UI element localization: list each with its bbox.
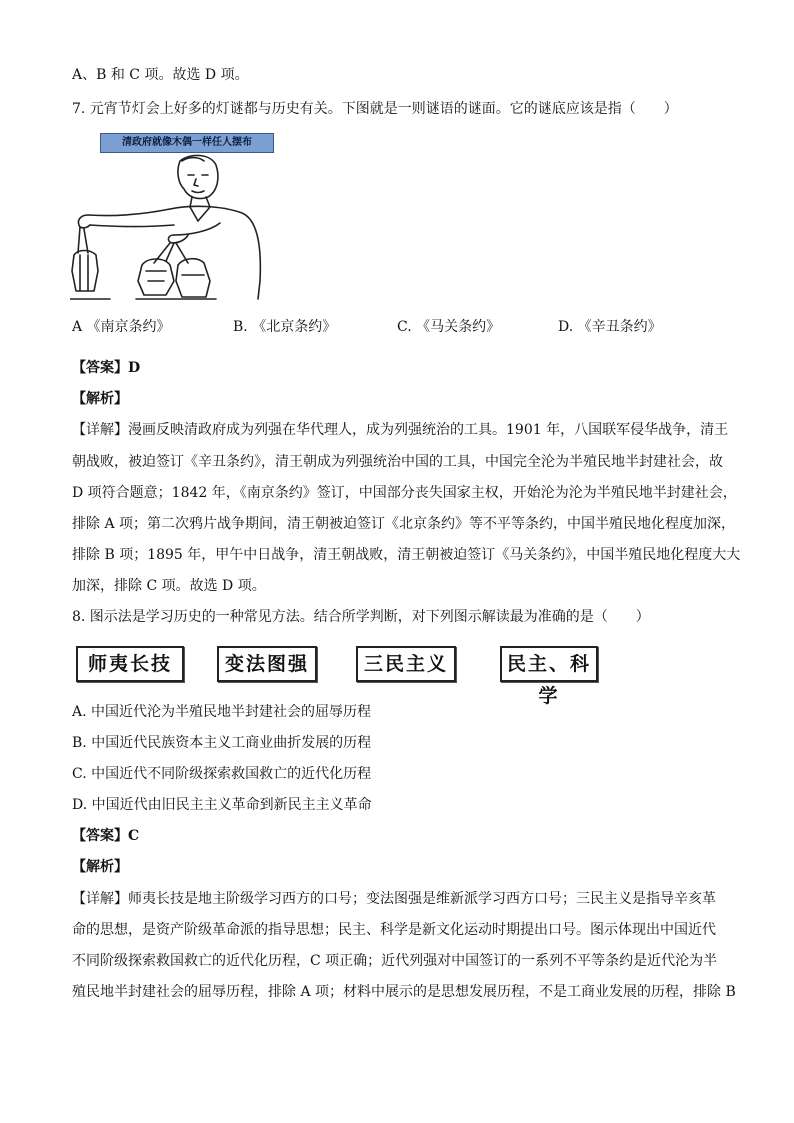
explanation-line: 加深，排除 C 项。故选 D 项。 [72,578,266,594]
diagram-box: 变法图强 [217,646,317,682]
explanation-line: 排除 A 项；第二次鸦片战争期间，清王朝被迫签订《北京条约》等不平等条约，中国半殖民地化程度加深， [72,516,736,532]
answer-label: 【答案】C [72,828,140,844]
explanation-line: D 项符合题意；1842 年，《南京条约》签订，中国部分丧失国家主权，开始沦为沦为半殖民地半封建社会， [72,485,737,501]
option-c: C. 中国近代不同阶级探索救国救亡的近代化历程 [72,766,372,782]
option-a: A. 中国近代沦为半殖民地半封建社会的屈辱历程 [72,704,372,720]
explanation-line: 排除 B 项；1895 年，甲午中日战争，清王朝战败，清王朝被迫签订《马关条约》，中国半殖民地化程度大大 [72,547,741,563]
option-b: B. 中国近代民族资本主义工商业曲折发展的历程 [72,735,372,751]
text-line: A、B 和 C 项。故选 D 项。 [72,67,249,83]
puppeteer-illustration [70,131,275,303]
diagram-box: 三民主义 [356,646,456,682]
option-b: B. 《北京条约》 [233,319,337,335]
explanation-line: 朝战败，被迫签订《辛丑条约》，清王朝成为列强统治中国的工具，中国完全沦为半殖民地半封建社会，故 [72,454,723,470]
puppet-cartoon-image [70,131,275,303]
question-8-stem: 8. 图示法是学习历史的一种常见方法。结合所学判断，对下列图示解读最为准确的是（ ） [72,609,650,625]
analysis-label: 【解析】 [72,391,128,407]
q8-diagram [72,646,612,707]
question-7-options [72,316,732,334]
option-a: A 《南京条约》 [72,319,171,335]
explanation-line: 【详解】师夷长技是地主阶级学习西方的口号；变法图强是维新派学习西方口号；三民主义是指导辛亥革 [72,891,716,907]
explanation-line: 命的思想，是资产阶级革命派的指导思想；民主、科学是新文化运动时期提出口号。图示体现出中国近代 [72,922,716,938]
question-7-stem: 7. 元宵节灯会上好多的灯谜都与历史有关。下图就是一则谜语的谜面。它的谜底应该是指（ ） [72,101,678,117]
option-d: D. 《辛丑条约》 [558,319,662,335]
option-c: C. 《马关条约》 [397,319,501,335]
analysis-label: 【解析】 [72,859,128,875]
explanation-line: 不同阶级探索救国救亡的近代化历程，C 项正确；近代列强对中国签订的一系列不平等条约是近代沦为半 [72,953,718,969]
explanation-line: 【详解】漫画反映清政府成为列强在华代理人，成为列强统治的工具。1901 年，八国联军侵华战争，清王 [72,422,729,438]
diagram-box: 民主、科学 [500,646,598,682]
diagram-box: 师夷长技 [76,646,184,682]
explanation-line: 殖民地半封建社会的屈辱历程，排除 A 项；材料中展示的是思想发展历程，不是工商业发展的历程，排除 B [72,984,736,1000]
option-d: D. 中国近代由旧民主主义革命到新民主主义革命 [72,797,372,813]
answer-label: 【答案】D [72,360,141,376]
cartoon-caption: 清政府就像木偶一样任人摆布 [100,133,274,153]
